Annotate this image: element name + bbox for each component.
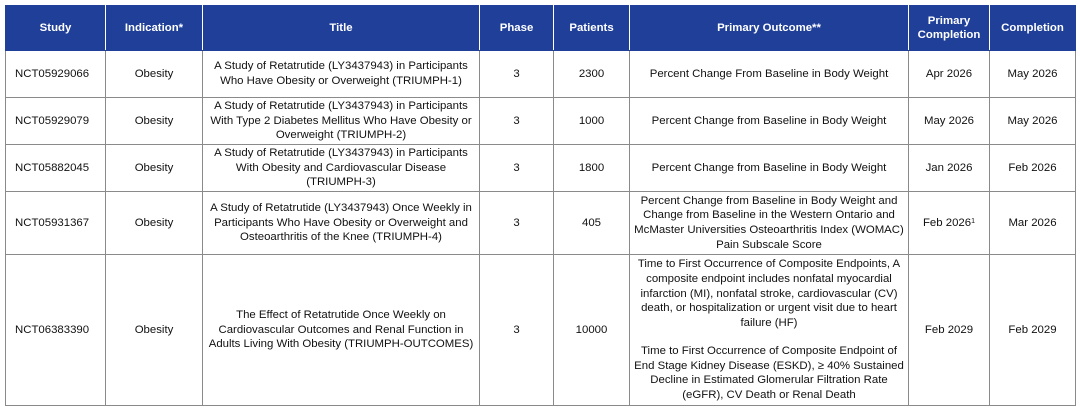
- primary-completion: Feb 2029: [909, 255, 990, 406]
- title: A Study of Retatrutide (LY3437943) Once Weekly in Participants Who Have Obesity or Overweight and Osteoarthritis of the Knee (TRIUMPH-4): [203, 192, 480, 255]
- phase: 3: [480, 51, 554, 98]
- completion: May 2026: [990, 51, 1076, 98]
- study-id: NCT06383390: [6, 255, 106, 406]
- indication: Obesity: [106, 51, 203, 98]
- title: A Study of Retatrutide (LY3437943) in Participants With Obesity and Cardiovascular Disease (TRIUMPH-3): [203, 145, 480, 192]
- primary-completion-value: Feb 2026: [922, 216, 972, 229]
- phase: 3: [480, 255, 554, 406]
- study-id: NCT05931367: [6, 192, 106, 255]
- primary-completion: [909, 192, 990, 255]
- primary-completion: May 2026: [909, 98, 990, 145]
- header-primary-outcome: Primary Outcome**: [630, 6, 909, 51]
- table-row: [6, 255, 1076, 406]
- title: A Study of Retatrutide (LY3437943) in Participants With Type 2 Diabetes Mellitus Who Have Obesity or Overweight (TRIUMPH-2): [203, 98, 480, 145]
- study-id: NCT05929079: [6, 98, 106, 145]
- completion: Feb 2029: [990, 255, 1076, 406]
- title: The Effect of Retatrutide Once Weekly on Cardiovascular Outcomes and Renal Function in Adults Living With Obesity (TRIUMPH-OUTCOMES): [203, 255, 480, 406]
- primary-outcome: Percent Change From Baseline in Body Weight: [630, 51, 909, 98]
- indication: Obesity: [106, 145, 203, 192]
- paragraph-gap: [634, 330, 904, 344]
- phase: 3: [480, 145, 554, 192]
- header-phase: Phase: [480, 6, 554, 51]
- header-title: Title: [203, 6, 480, 51]
- header-primary-completion-line1: Primary: [927, 15, 971, 27]
- patients: 1000: [554, 98, 630, 145]
- primary-completion: Jan 2026: [909, 145, 990, 192]
- primary-outcome: [630, 255, 909, 406]
- header-patients: Patients: [554, 6, 630, 51]
- patients: 405: [554, 192, 630, 255]
- primary-outcome: Percent Change from Baseline in Body Weight: [630, 98, 909, 145]
- header-study: Study: [6, 6, 106, 51]
- table-row: [6, 192, 1076, 255]
- title: A Study of Retatrutide (LY3437943) in Participants Who Have Obesity or Overweight (TRIUMPH-1): [203, 51, 480, 98]
- clinical-trials-table: [5, 5, 1076, 406]
- patients: 1800: [554, 145, 630, 192]
- primary-completion: Apr 2026: [909, 51, 990, 98]
- patients: 2300: [554, 51, 630, 98]
- table-row: [6, 145, 1076, 192]
- indication: Obesity: [106, 255, 203, 406]
- completion: Feb 2026: [990, 145, 1076, 192]
- primary-outcome: Percent Change from Baseline in Body Weight: [630, 145, 909, 192]
- header-primary-completion-line2: Completion: [917, 29, 981, 41]
- phase: 3: [480, 98, 554, 145]
- indication: Obesity: [106, 98, 203, 145]
- primary-outcome-part-2: Time to First Occurrence of Composite Endpoint of End Stage Kidney Disease (ESKD), ≥ 40% Sustained Decline in Estimated Glomerular Filtration Rate (eGFR), CV Death or Renal Death: [634, 345, 904, 402]
- footnote-marker: 1: [971, 217, 976, 225]
- header-primary-completion: [909, 6, 990, 51]
- header-completion: Completion: [990, 6, 1076, 51]
- primary-outcome-part-1: Time to First Occurrence of Composite Endpoints, A composite endpoint includes nonfatal myocardial infarction (MI), nonfatal stroke, cardiovascular (CV) death, or hospitalization or urgent visit due to heart failure (HF): [637, 258, 901, 329]
- header-row: [6, 6, 1076, 51]
- study-id: NCT05882045: [6, 145, 106, 192]
- completion: May 2026: [990, 98, 1076, 145]
- header-indication: Indication*: [106, 6, 203, 51]
- patients: 10000: [554, 255, 630, 406]
- phase: 3: [480, 192, 554, 255]
- completion: Mar 2026: [990, 192, 1076, 255]
- table-row: [6, 51, 1076, 98]
- indication: Obesity: [106, 192, 203, 255]
- primary-outcome: Percent Change from Baseline in Body Weight and Change from Baseline in the Western Ontario and McMaster Universities Osteoarthritis Index (WOMAC) Pain Subscale Score: [630, 192, 909, 255]
- table-row: [6, 98, 1076, 145]
- study-id: NCT05929066: [6, 51, 106, 98]
